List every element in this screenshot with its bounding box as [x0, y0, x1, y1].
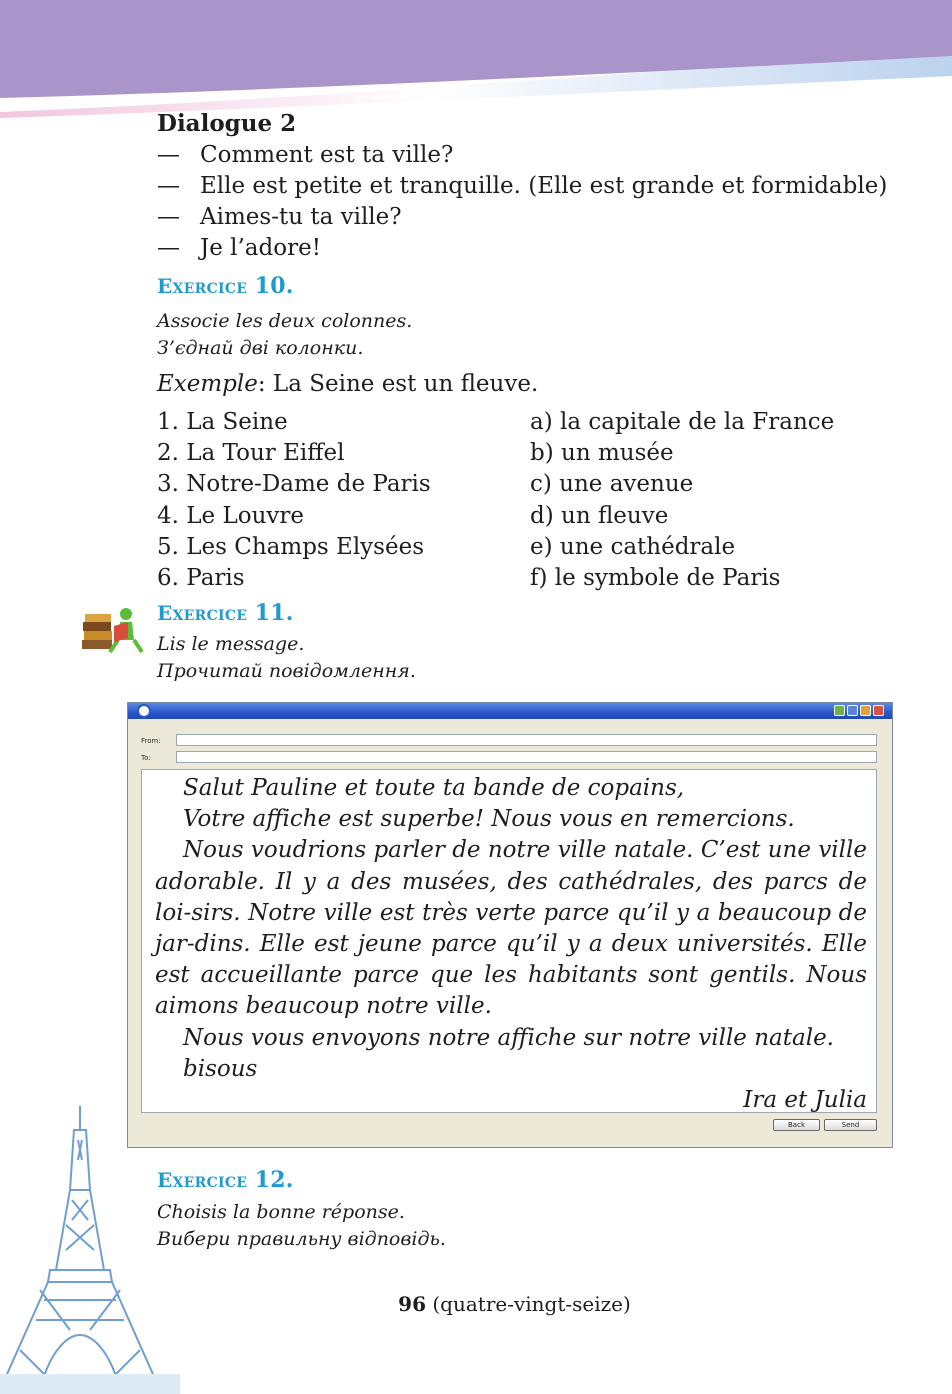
dialogue-line — [157, 140, 917, 171]
left-item: 4. Le Louvre — [157, 502, 304, 529]
example-text: : La Seine est un fleuve. — [257, 371, 539, 397]
page-number-words: (quatre-vingt-seize) — [432, 1292, 631, 1316]
exercise-11-instruction-uk: Прочитай повідомлення. — [157, 660, 416, 683]
exercise-label: Exercice — [157, 274, 248, 298]
exercise-12-instruction-uk: Вибери правильну відповідь. — [157, 1228, 446, 1250]
dialogue-text: Aimes-tu ta ville? — [200, 204, 402, 230]
dialogue-dash: — — [157, 204, 180, 230]
exercise-label: Exercice — [157, 601, 248, 626]
exercise-12-block — [157, 1166, 446, 1253]
mail-app-icon — [137, 704, 151, 718]
left-item: 2. La Tour Eiffel — [157, 440, 345, 467]
dialogue-text: Comment est ta ville? — [200, 142, 454, 168]
edit-icon[interactable] — [834, 705, 845, 716]
exercise-10-instruction-fr: Associe les deux colonnes. — [157, 310, 413, 332]
message-closing: bisous — [183, 1055, 258, 1082]
page-number: 96 — [398, 1292, 427, 1316]
dialogue-dash: — — [157, 235, 180, 261]
header-band — [0, 0, 952, 120]
exercise-number: 11. — [254, 600, 294, 627]
books-reader-icon — [80, 606, 150, 658]
exercise-number: 10. — [254, 273, 294, 299]
message-signature: Ira et Julia — [743, 1087, 867, 1114]
exercise-10-title — [157, 272, 917, 300]
matching-columns — [157, 407, 917, 594]
exercise-11-title — [157, 599, 917, 627]
dialogue-line — [157, 171, 917, 202]
dialogue-line — [157, 233, 917, 264]
example-label: Exemple — [157, 371, 258, 397]
help-icon[interactable] — [860, 705, 871, 716]
left-item: 6. Paris — [157, 565, 245, 592]
from-field[interactable] — [176, 734, 877, 746]
to-label: To: — [141, 754, 151, 762]
dialogue-dash: — — [157, 173, 180, 199]
send-button[interactable]: Send — [824, 1119, 877, 1131]
exercise-10-instruction-uk: З’єднай дві колонки. — [157, 337, 364, 359]
exercise-12-title — [157, 1166, 446, 1194]
exercise-11-instruction-fr: Lis le message. — [157, 633, 305, 656]
email-window — [127, 702, 893, 1148]
message-line: Nous vous envoyons notre affiche sur notre ville natale. — [183, 1024, 834, 1051]
dialogue-text: Je l’adore! — [200, 235, 321, 261]
exercise-label: Exercice — [157, 1168, 248, 1192]
exercise-10-example — [157, 369, 917, 400]
right-column — [530, 407, 834, 594]
page-footer — [0, 1290, 952, 1318]
right-item: a) la capitale de la France — [530, 409, 835, 435]
right-item: b) un musée — [530, 440, 674, 467]
from-label: From: — [141, 737, 161, 745]
dialogue-line — [157, 202, 917, 233]
exercise-12-instruction-fr: Choisis la bonne réponse. — [157, 1201, 405, 1223]
message-paragraph: Nous voudrions parler de notre ville natale. C’est une ville adorable. Il y a des musées, des cathédrales, des parcs de loi-sirs. Notre ville est très verte parce qu’il y a beaucoup de jar-dins. Elle est jeune parce qu’il y a deux universités. Elle est accueillante parce que les habitants sont gentils. Nous aimons beaucoup notre ville. — [155, 837, 867, 1020]
dialogue-text: Elle est petite et tranquille. (Elle est grande et formidable) — [200, 173, 888, 199]
back-button[interactable]: Back — [773, 1119, 820, 1131]
message-text — [155, 773, 867, 1116]
left-column — [157, 407, 530, 594]
right-item: e) une cathédrale — [530, 533, 736, 560]
message-body[interactable] — [141, 769, 877, 1113]
dialogue-dash: — — [157, 142, 180, 168]
left-item: 5. Les Champs Elysées — [157, 533, 424, 560]
right-item: f) le symbole de Paris — [530, 565, 781, 592]
search-icon[interactable] — [847, 705, 858, 716]
exercise-number: 12. — [254, 1167, 294, 1193]
email-titlebar — [128, 703, 892, 719]
to-field[interactable] — [176, 751, 877, 763]
right-item: c) une avenue — [530, 471, 694, 498]
close-icon[interactable] — [873, 705, 884, 716]
left-item: 3. Notre-Dame de Paris — [157, 471, 431, 498]
right-item: d) un fleuve — [530, 502, 669, 529]
dialogue-title: Dialogue 2 — [157, 110, 297, 137]
message-line: Votre affiche est superbe! Nous vous en remercions. — [183, 806, 795, 833]
left-item: 1. La Seine — [157, 409, 288, 435]
message-greeting: Salut Pauline et toute ta bande de copains, — [183, 775, 685, 801]
main-content — [157, 108, 917, 685]
